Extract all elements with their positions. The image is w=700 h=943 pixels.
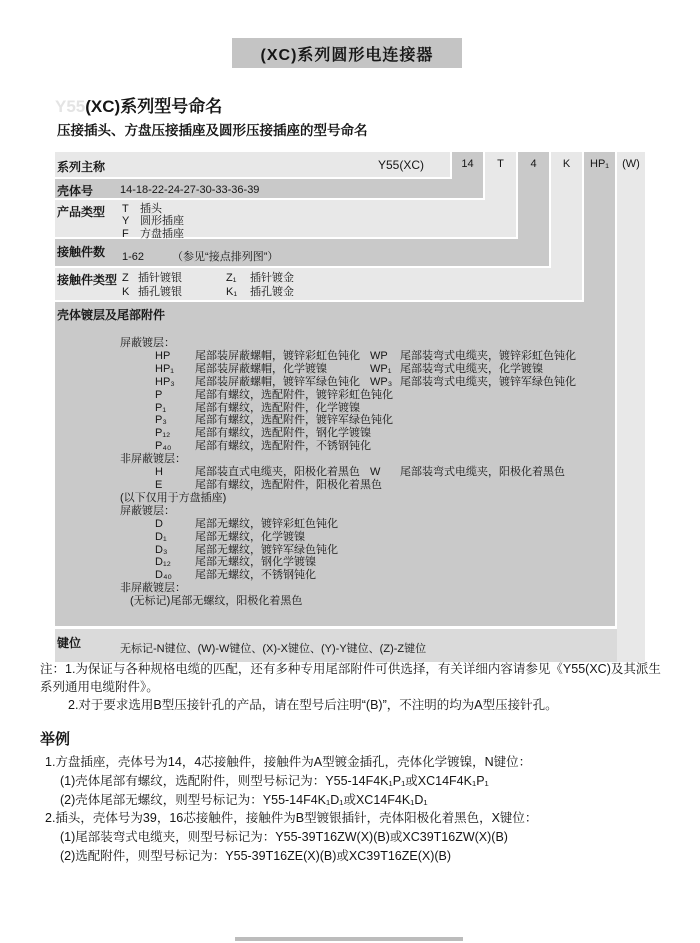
product-code: T xyxy=(122,203,129,215)
example-line: (2)选配附件，则型号标记为：Y55-39T16ZE(X)(B)或XC39T16ZE(X)(B) xyxy=(60,848,452,863)
plating-entry xyxy=(155,414,615,427)
plating-group-heading: 屏蔽镀层： xyxy=(120,337,175,349)
plating-entry xyxy=(155,427,615,440)
contact-desc: 插针镀银 xyxy=(138,272,182,284)
plating-code: D₄₀ xyxy=(155,569,172,582)
notes-block xyxy=(40,660,670,714)
plating-entry xyxy=(155,402,615,415)
plating-desc: 尾部装屏蔽螺帽，镀锌彩虹色钝化 xyxy=(195,349,360,362)
plating-desc: 尾部装直式电缆夹，阳极化着黑色 xyxy=(195,466,360,479)
plating-group-heading: 屏蔽镀层： xyxy=(120,504,175,517)
plating-desc: 尾部有螺纹，选配附件，钢化学镀镍 xyxy=(195,427,371,440)
contacts-range: 1-62 xyxy=(122,251,145,263)
code-band-K xyxy=(551,152,582,300)
key-value: 无标记-N键位、(W)-W键位、(X)-X键位、(Y)-Y键位、(Z)-Z键位 xyxy=(120,643,427,655)
plating-entry xyxy=(155,556,615,569)
plating-desc: 尾部装弯式电缆夹，阳极化着黑色 xyxy=(400,466,565,479)
product-desc: 方盘插座 xyxy=(140,227,184,240)
plating-entry xyxy=(155,569,615,582)
plating-desc: 尾部装屏蔽螺帽，镀锌军绿色钝化 xyxy=(195,375,360,388)
code-chip-contact-type: K xyxy=(562,158,571,170)
plating-entry xyxy=(155,350,615,363)
product-label: 产品类型 xyxy=(57,205,106,219)
plating-code: D₃ xyxy=(155,543,168,556)
plating-code: P₁ xyxy=(155,401,167,414)
plating-code: P₁₂ xyxy=(155,427,171,440)
plating-entry xyxy=(155,466,615,479)
plating-code: WP₁ xyxy=(370,362,392,375)
plating-entry xyxy=(155,440,615,453)
contacts-label: 接触件数 xyxy=(57,245,106,259)
code-band-W xyxy=(617,152,645,662)
plating-desc: 尾部有螺纹，选配附件，化学镀镍 xyxy=(195,401,360,414)
plating-entry xyxy=(155,363,615,376)
contact-code: Z₁ xyxy=(226,272,237,284)
section-subheading: 压接插头、方盘压接插座及圆形压接插座的型号命名 xyxy=(57,123,368,138)
series-value: Y55(XC) xyxy=(378,158,425,172)
example-line: (1)壳体尾部有螺纹，选配附件，则型号标记为：Y55-14F4K₁P₁或XC14F4K₁P₁ xyxy=(60,773,489,788)
plating-desc: 尾部有螺纹，选配附件，阳极化着黑色 xyxy=(195,478,382,491)
plating-entry xyxy=(155,518,615,531)
plating-content xyxy=(55,337,615,608)
plating-group-heading: 非屏蔽镀层： xyxy=(120,582,186,595)
plating-code: D xyxy=(155,517,163,530)
plating-code: W xyxy=(370,466,381,479)
contact-code: Z xyxy=(122,272,129,284)
plating-desc: 尾部有螺纹，选配附件，镀锌彩虹色钝化 xyxy=(195,388,393,401)
product-code: F xyxy=(122,227,129,240)
product-item xyxy=(122,215,184,227)
plating-code: HP xyxy=(155,349,171,362)
section-heading xyxy=(55,92,222,117)
contact-type-row xyxy=(122,272,294,286)
plating-code: E xyxy=(155,478,163,491)
product-desc: 插头 xyxy=(140,203,162,215)
plating-code: P xyxy=(155,388,163,401)
note-2: 2.对于要求选用B型压接针孔的产品，请在型号后注明“(B)”，不注明的均为A型压接针孔。 xyxy=(68,698,558,712)
plating-divider-note: (以下仅用于方盘插座) xyxy=(120,491,227,504)
contact-desc: 插孔镀金 xyxy=(250,285,294,298)
product-item xyxy=(122,228,184,240)
heading-text: (XC)系列型号命名 xyxy=(85,97,223,116)
plating-entry xyxy=(155,531,615,544)
plating-desc: 尾部装弯式电缆夹，镀锌彩虹色钝化 xyxy=(400,349,576,362)
note-1: 注：1.为保证与各种规格电缆的匹配，还有多种专用尾部附件可供选择，有关详细内容请参见《Y55(XC)及其派生系列通用电缆附件》。 xyxy=(40,662,661,694)
code-chip-key: (W) xyxy=(622,158,640,170)
plating-desc: 尾部装弯式电缆夹，化学镀镍 xyxy=(400,362,543,375)
plating-code: WP xyxy=(370,349,388,362)
plating-desc: 尾部装弯式电缆夹，镀锌军绿色钝化 xyxy=(400,375,576,388)
footer-bar xyxy=(235,937,463,941)
plating-code: D₁ xyxy=(155,530,167,543)
plating-desc: 尾部无螺纹，化学镀镍 xyxy=(195,530,305,543)
contacts-value-line xyxy=(122,248,278,264)
page-title: (XC)系列圆形电连接器 xyxy=(232,38,462,68)
example-line: (2)壳体尾部无螺纹，则型号标记为：Y55-14F4K₁D₁或XC14F4K₁D₁ xyxy=(60,792,428,807)
shell-value: 14-18-22-24-27-30-33-36-39 xyxy=(120,184,260,196)
plating-code: HP₁ xyxy=(155,362,174,375)
example-line: 1.方盘插座，壳体号为14，4芯接触件，接触件为A型镀金插孔，壳体化学镀镍，N键位： xyxy=(45,755,532,769)
contact-type-row xyxy=(122,286,294,300)
contact-code: K₁ xyxy=(226,285,238,298)
contact-type-items xyxy=(122,272,294,299)
example-line: (1)尾部装弯式电缆夹，则型号标记为：Y55-39T16ZW(X)(B)或XC39T16ZW(X)(B) xyxy=(60,830,508,845)
plating-entry xyxy=(155,376,615,389)
key-label: 键位 xyxy=(57,636,82,650)
plating-desc: 尾部无螺纹，镀锌彩虹色钝化 xyxy=(195,517,338,530)
plating-desc: 尾部无螺纹，不锈钢钝化 xyxy=(195,569,316,582)
plating-desc: 尾部无螺纹，镀锌军绿色钝化 xyxy=(195,543,338,556)
plating-desc: 尾部装屏蔽螺帽，化学镀镍 xyxy=(195,362,327,375)
product-item xyxy=(122,203,184,215)
plating-label: 壳体镀层及尾部附件 xyxy=(57,308,166,322)
heading-ghost-text: Y55 xyxy=(55,97,86,116)
contact-desc: 插针镀金 xyxy=(250,272,294,284)
plating-code: P₄₀ xyxy=(155,440,172,453)
plating-entry xyxy=(155,389,615,402)
example-line: 2.插头，壳体号为39，16芯接触件，接触件为B型镀银插针，壳体阳极化着黑色，X键位： xyxy=(45,811,538,826)
contacts-note: （参见“接点排列图”） xyxy=(172,251,279,263)
product-code: Y xyxy=(122,215,130,228)
code-chip-plating: HP₁ xyxy=(590,158,609,170)
series-label: 系列主称 xyxy=(57,160,106,174)
code-chip-product: T xyxy=(497,158,504,170)
product-items xyxy=(122,203,184,240)
examples-block xyxy=(45,753,685,866)
plating-entry xyxy=(155,544,615,557)
plating-desc: 尾部有螺纹，选配附件，镀锌军绿色钝化 xyxy=(195,414,393,427)
code-chip-contacts: 4 xyxy=(530,158,537,170)
contact-code: K xyxy=(122,285,130,298)
plating-code: HP₃ xyxy=(155,375,175,388)
contact-type-label: 接触件类型 xyxy=(57,273,118,287)
plating-desc: 尾部有螺纹，选配附件，不锈钢钝化 xyxy=(195,440,371,453)
plating-code: P₃ xyxy=(155,414,167,427)
plating-group-heading: 非屏蔽镀层： xyxy=(120,453,186,466)
plating-desc: 尾部无螺纹，钢化学镀镍 xyxy=(195,556,316,569)
plating-code: D₁₂ xyxy=(155,556,171,569)
examples-heading: 举例 xyxy=(40,731,71,748)
plating-code: H xyxy=(155,466,163,479)
plating-entry xyxy=(155,479,615,492)
plating-unmarked-entry: (无标记)尾部无螺纹，阳极化着黑色 xyxy=(130,595,303,608)
code-chip-shell: 14 xyxy=(461,158,474,170)
contact-desc: 插孔镀银 xyxy=(138,285,182,298)
shell-label: 壳体号 xyxy=(57,184,94,198)
plating-code: WP₃ xyxy=(370,375,393,388)
product-desc: 圆形插座 xyxy=(140,215,184,228)
